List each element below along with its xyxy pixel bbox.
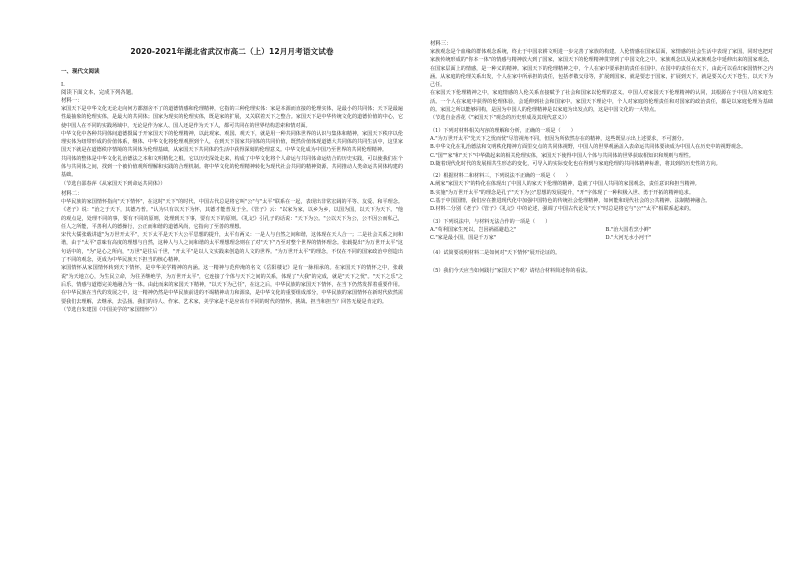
question-1-option-c: C."国""家"和"天下"中华做起来的相关伦理实体，家国天下使得中国人个体与共同体的世界获取相知识和规则与理性。 xyxy=(430,152,694,159)
material-3-paragraph: 在家国天下伦理精神之中，家庭情感的人伦关系直接赋予了社会和国家以伦理的意义。中国人对家国天下伦理精神的认同，其根源在于中国人的家庭生活。一个人在家庭中获得的伦理体验，会延伸到社会和国家中。家国天下理论中，个人对家庭的伦理责任和对国家的政治责任，都是以家庭伦理为基础的。家国之所以能够同构，是因为中国人的伦理精神是以家庭为出发点的，这是中国文化的一大特点。 xyxy=(430,90,773,114)
question-3-stem: （3）下列说法中，与材料无法合作的一项是（ ） xyxy=(430,218,551,225)
answer-space[interactable] xyxy=(430,257,773,267)
material-3-label: 材料三： xyxy=(430,41,452,47)
question-2-option-a: A.阐家"家国天下"的特化在体现出了中国人的家天下伦理的精神，造就了中国人共同的家国观念，责任意识和担当精神。 xyxy=(430,181,700,188)
material-1-paragraph: 家国天下是中华文化无论走向何方都割舍不了的道德情感和伦理精神，它指的三种伦理实体：家是本源而直接的伦理实体，是最小的共同体；天下是最遍性最抽象的伦理实体，是最大的共同体；国家为现实的伦理实体，既是家的扩展，又关联着天下之整合。家国天下是中华传统文化的道德价值的中心，它使中国人在不同的实践场域中，无论是作为家人、国人还是作为天下人，都可共同在的世界结构思索和情对面。 xyxy=(61,106,403,129)
material-3-paragraph: 家族观念是个血缘的群体观念系统，终止于中国农耕文明进一步完善了家族的构建。人伦情感在国家层面，家情感的社会生活中表现了家国，同时也把对家族传统形成的"你本一体"的情感与精神放大到了国家，家国天下的伦理精神贯穿到了中国文化之中。家族观念以及从家族观念中延伸出来的国家观念，在国家层面上的情感，是一种义的精神。家国天下的伦理精神之中，个人在家中要承担的责任在国中，在国中的责任在天下，由此可以看出家国情怀之内涵。从家庭的伦理关系出发，个人在家中所承担的责任，包括孝敬父母等，扩展到国家，就是要忠于国家，扩展到天下，就是要关心天下苍生，以天下为己任。 xyxy=(430,49,773,89)
question-3-option-b: B."治大国若烹小鲜" xyxy=(605,226,652,233)
question-2-stem: （2）根据材料二和材料三，下列说法不正确的一项是（ ） xyxy=(430,173,571,180)
question-2-option-d: D.材料二分别《老子》《管子》《礼记》中的论述，强调了中国古代论及"天下"时总是将它与"公""太平"相联系起来的。 xyxy=(430,206,695,213)
exam-title: 2020-2021年湖北省武汉市高二（上）12月月考语文试卷 xyxy=(130,47,334,56)
material-1-paragraph: 中华文化中各种共同体间道德摄属于开家国天下的伦理精神，以此观家、观国、观天下，就是用一种共同体世界的认识与集体和精神，家国天下秩序以伦理实体为纽带形成的价值体系，继体、中华文化将伦理观照到个人，在到天下国家共同体的共同价值，既然价值体现道德大共同体的共同生活中，这里家国天下就是在道德秩序情境的共同体为伦理基础，从家国天下共同体的生活中获得深刻的伦理意义。中华文化成为中国乃至世界的共同伦理精神。 xyxy=(61,130,403,154)
question-3-option-d: D."大河无水小河干" xyxy=(605,235,652,242)
material-2-source: （节选自朱建国《中国美学的"家国情怀"》） xyxy=(61,306,160,313)
question-1-option-a: A."为万世开太平"先天下之忧而忧"尽管视角不同，但因为所依然存在的精神，这些既显示出上述要求，不可割分。 xyxy=(430,135,687,142)
question-3-options xyxy=(430,226,773,243)
question-1-option-d: D.随着现代化时代的发展相共生形态的变化，可导入的实际变化也在得到与家庭伦理的共同体精神标准，将其到的历史性的方向。 xyxy=(430,160,721,167)
question-1-stem: （1）下列对材料相关内容的理解和分析，正确的一项是（ ） xyxy=(430,127,576,134)
section-heading-reading: 一、现代文阅读 xyxy=(61,69,100,75)
question-3-option-c: C."家是最小国，国是千万家" xyxy=(430,235,497,242)
material-2-label: 材料二： xyxy=(61,190,83,197)
question-1-option-b: B.中华文化在礼治德法和文明秩化精神方面里交点的共同体视野，中国人的世界观涵盖入表命运共同体要读成为中国人在历史中的视野观念。 xyxy=(430,144,747,151)
right-column xyxy=(430,40,773,275)
question-2-option-b: B.实施"为万世开太平"的理念是孔子"天下为公"思想的发展提升，"开"字体现了一种积极入世、勇于开拓的精神追求。 xyxy=(430,189,694,196)
question-4-stem: （4）试简要说明材料二是如何对"天下情怀"展开论证的。 xyxy=(430,249,561,256)
material-1-paragraph: 共同体的整体是中华文化礼治德法之本和文明精化之根。它以历史深处走来，构成了中华文化将个人命运与共同体命运结合的历史实践，可以使我们在个体与共同体之间，找到一个被价值观所理解和实践的合理机制。将中华文化的伦理精神转化为现代社会共同的精神资源，共同推动人类命运共同体构建的基础。 xyxy=(61,155,403,179)
material-2-paragraph: 中华民族的家国情怀指向"天下情怀"，在这时"天下"的时代，中国古代总是将它叫"公"与"太平"联系在一起，表现出非常宏阔的平等、友爱、和平理念。《老子》说："治之于天下，其德乃普。"认为只有以天下为怀，其德才能普及于全。《管子》云："以家为家，以乡为乡，以国为国，以天下为天下。"他的观点是，处理不同的事，要有不同的原则，处理到天下事，要有天下的原则。《礼记》引孔子的话说："天下为公。"公以天下为公，公不因公而私己，任人之所能，平善利人的德操行，公正而和谐的道德风尚，它指向了至善的理想。 xyxy=(61,198,403,230)
question-5-stem: （5）我们今天应当如何践行"家国天下"观？请结合材料简述你的看法。 xyxy=(430,267,591,274)
question-3-option-a: A."苟利国家生死以，岂因祸福避趋之" xyxy=(430,226,517,233)
question-number: I. xyxy=(61,82,65,88)
material-1-source: （节选自邵春萍《从家国天下到命运共同体》） xyxy=(61,180,166,187)
material-3-source: （节选自金香花《"家国天下"观念的历史形成及其现代意义》） xyxy=(430,115,570,122)
reading-instruction: 阅读下面文本，完成下列各题。 xyxy=(61,90,137,96)
material-1-label: 材料一： xyxy=(61,98,83,104)
question-2-option-c: C.基于中国国情，我们应在推进现代化中加强中国特色的传统社会伦理精神，如何能和现代社会的公共精神、法制精神融合。 xyxy=(430,198,711,205)
material-2-paragraph: 宋代大儒张载讲道"为万世开太平"，天下太平是天下大公平思想的提升，太平有两义：一是人与自然之间和谐，这体现在天人合一；二是社会关系之间和谐，由于"太平"意味有高度的理想与自然，这种人与人之间和谐的太平理想理念则在了对"天下"乃至对整个世界的情怀理念。张载提出"为万世开太平"这句话中的，"为"是心之所向，"万世"是往后千世，"开太平"是以人文实践来创造的人文的世界。"为万世开太平"的理念，不仅在不同的国家政治中创造出了不同的观念，更成为中华民族天下担当的核心精神。 xyxy=(61,232,403,264)
left-column xyxy=(61,40,403,314)
material-2-paragraph: 家国情怀从家国情怀转到天下情怀，是中华美学精神的内涵。这一精神与范仲淹的名文《岳阳楼记》是有一脉相承的。在家国天下的情怀之中，张载说"为天地立心，为生民立命，为往圣继绝学，为万世开太平"，它连接了个体与天下之间的关系，体现了"大我"的完成，就是"天下之忧"。"天下之乐"之后乐，情感与道德完美地融合为一体。由此而来的家国天下精神，"以天下为己任"，在这之后，中华民族的家国天下情怀，在当下仍然发挥着重要作用。在中华民族在当代的发展之中，这一精神仍然是中华民族前进的不竭精神动力和源泉，是中华文化的重要组成部分，中华民族的家国情怀在新时代依然需要我们去理解，去继承，去弘扬。我们的诗人、作家、艺术家，美学家是不是应该有不同的时代的情怀，挑战、担当和担当？回答无疑是肯定的。 xyxy=(61,265,403,305)
